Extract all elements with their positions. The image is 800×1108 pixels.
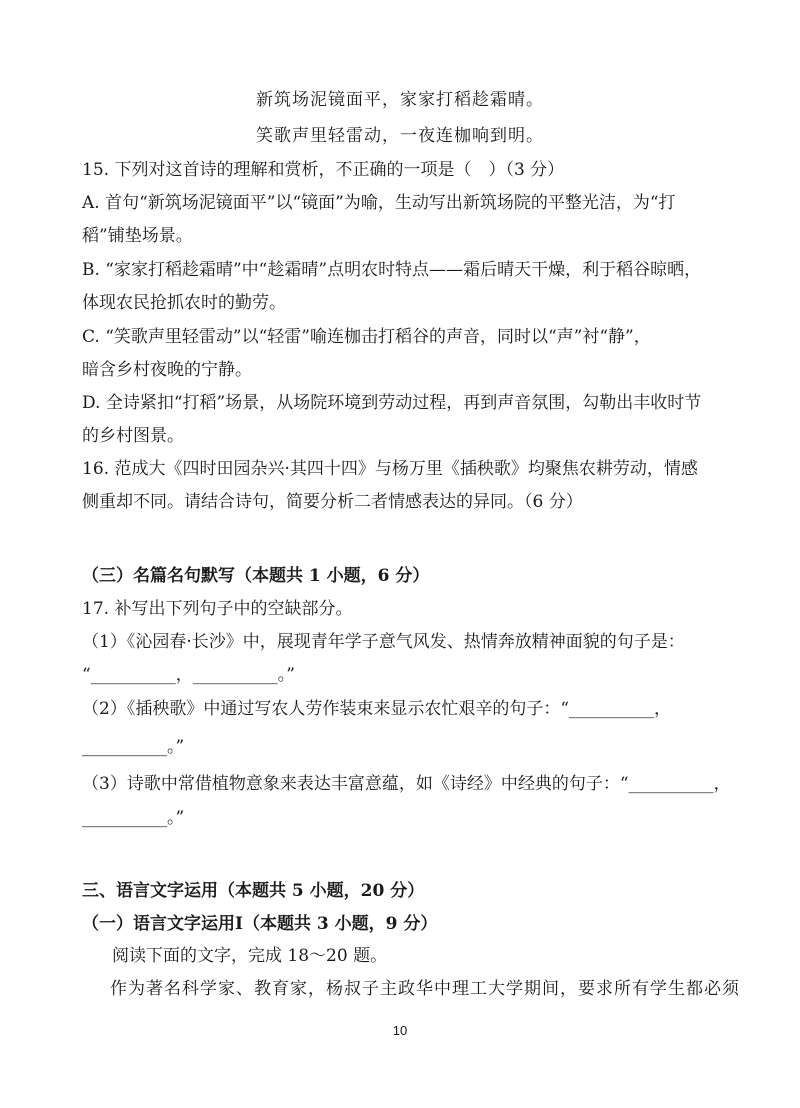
option-a-line-1: A. 首句“新筑场泥镜面平”以“镜面”为喻，生动写出新筑场院的平整光洁，为“打 xyxy=(82,193,676,213)
reading-passage-line: 作为著名科学家、教育家，杨叔子主政华中理工大学期间，要求所有学生都必须 xyxy=(110,979,740,999)
poem-line-1: 新筑场泥镜面平，家家打稻趁霜晴。 xyxy=(256,90,544,110)
question-17-item-1-blank: “__________，__________。” xyxy=(82,665,295,685)
question-16-line-2: 侧重却不同。请结合诗句，简要分析二者情感表达的异同。（6 分） xyxy=(82,492,583,512)
option-c-line-2: 暗含乡村夜晚的宁静。 xyxy=(82,360,252,380)
option-c-line-1: C. “笑歌声里轻雷动”以“轻雷”喻连枷击打稻谷的声音，同时以“声”衬“静”， xyxy=(82,327,651,347)
poem-line-2: 笑歌声里轻雷动，一夜连枷响到明。 xyxy=(256,126,544,146)
page-number: 10 xyxy=(392,1023,408,1038)
part-3-subheading: （一）语言文字运用Ⅰ（本题共 3 小题，9 分） xyxy=(82,914,438,934)
option-d-line-1: D. 全诗紧扣“打稻”场景，从场院环境到劳动过程，再到声音氛围，勾勒出丰收时节 xyxy=(82,393,702,413)
option-a-line-2: 稻”铺垫场景。 xyxy=(82,226,193,246)
question-15-stem: 15. 下列对这首诗的理解和赏析，不正确的一项是（ ）（3 分） xyxy=(82,160,565,180)
option-d-line-2: 的乡村图景。 xyxy=(82,426,184,446)
question-17-item-3-blank: __________。” xyxy=(82,808,185,828)
option-b-line-1: B. “家家打稻趁霜晴”中“趁霜晴”点明农时特点——霜后晴天干燥，利于稻谷晾晒， xyxy=(82,260,702,280)
question-16-line-1: 16. 范成大《四时田园杂兴·其四十四》与杨万里《插秧歌》均聚焦农耕劳动，情感 xyxy=(82,459,698,479)
reading-instruction: 阅读下面的文字，完成 18～20 题。 xyxy=(112,946,388,966)
option-b-line-2: 体现农民抢抓农时的勤劳。 xyxy=(82,293,286,313)
question-17-item-2-blank: __________。” xyxy=(82,737,185,757)
question-17-item-2: （2）《插秧歌》中通过写农人劳作装束来显示农忙艰辛的句子：“__________， xyxy=(82,699,672,719)
section-heading-dictation: （三）名篇名句默写（本题共 1 小题，6 分） xyxy=(82,566,430,586)
question-17-item-3: （3）诗歌中常借植物意象来表达丰富意蕴，如《诗经》中经典的句子：“__________， xyxy=(82,774,731,794)
question-17-stem: 17. 补写出下列句子中的空缺部分。 xyxy=(82,599,353,619)
question-17-item-1: （1）《沁园春·长沙》中，展现青年学子意气风发、热情奔放精神面貌的句子是： xyxy=(82,632,685,652)
part-3-heading: 三、语言文字运用（本题共 5 小题，20 分） xyxy=(82,881,425,901)
